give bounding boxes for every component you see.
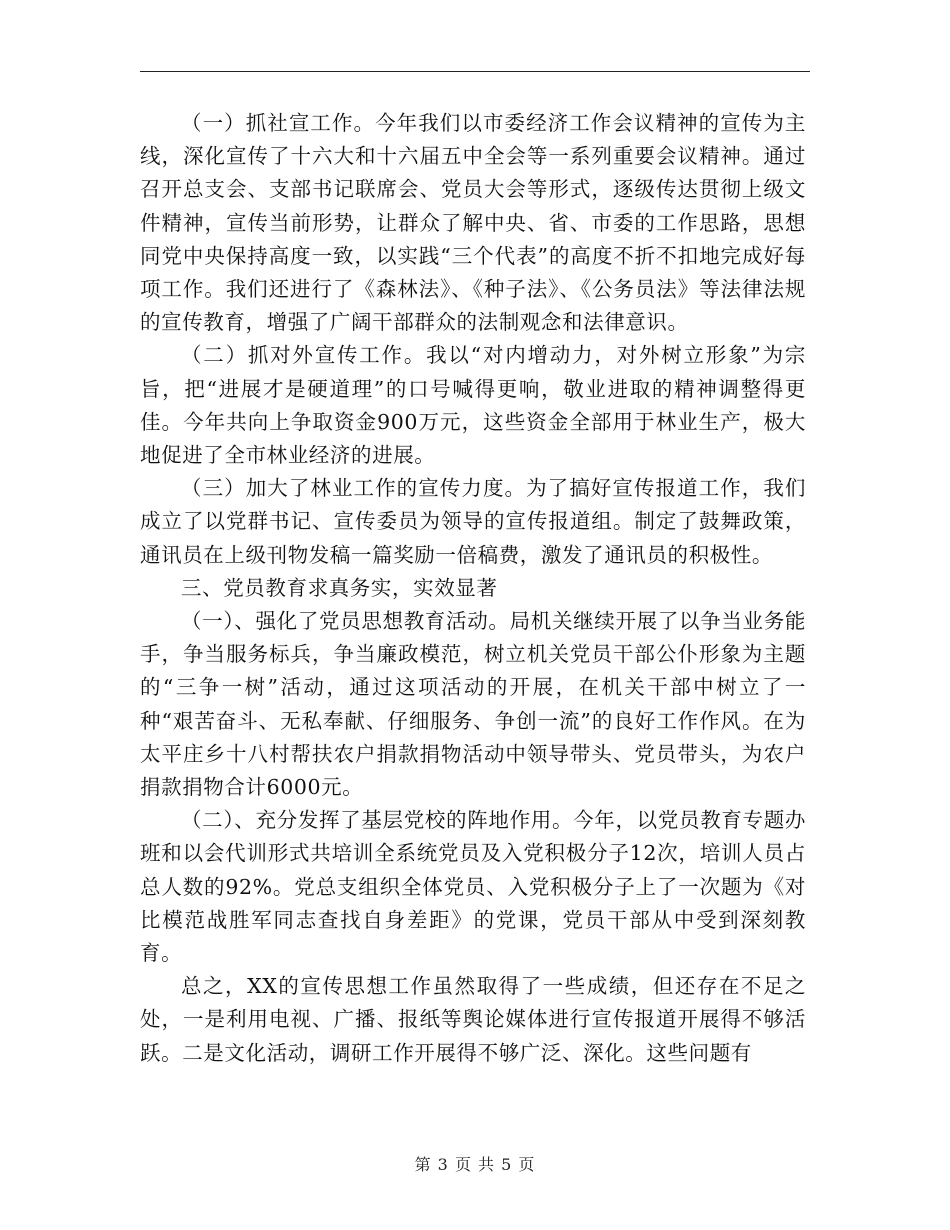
paragraph-summary: 总之，XX的宣传思想工作虽然取得了一些成绩，但还存在不足之处，一是利用电视、广播、报纸等舆论媒体进行宣传报道开展得不够活跃。二是文化活动，调研工作开展得不够广泛、深化。这些问题有	[140, 974, 806, 1065]
paragraph-ideological-education: （一）、强化了党员思想教育活动。局机关继续开展了以争当业务能手，争当服务标兵，争当廉政模范，树立机关党员干部公仆形象为主题的“三争一树”活动，通过这项活动的开展，在机关干部中树立了一种“艰苦奋斗、无私奉献、仔细服务、争创一流”的良好工作作风。在为太平庄乡十八村帮扶农户捐款捐物活动中领导带头、党员带头，为农户捐款捐物合计6000元。	[140, 609, 806, 800]
paragraph-forestry-publicity: （三）加大了林业工作的宣传力度。为了搞好宣传报道工作，我们成立了以党群书记、宣传委员为领导的宣传报道组。制定了鼓舞政策，通讯员在上级刊物发稿一篇奖励一倍稿费，激发了通讯员的积极性。	[140, 476, 806, 567]
paragraph-social-publicity: （一）抓社宣工作。今年我们以市委经济工作会议精神的宣传为主线，深化宣传了十六大和十六届五中全会等一系列重要会议精神。通过召开总支会、支部书记联席会、党员大会等形式，逐级传达贯彻上级文件精神，宣传当前形势，让群众了解中央、省、市委的工作思路，思想同党中央保持高度一致，以实践“三个代表”的高度不折不扣地完成好每项工作。我们还进行了《森林法》、《种子法》、《公务员法》等法律法规的宣传教育，增强了广阔干部群众的法制观念和法律意识。	[140, 111, 806, 335]
section-heading-party-education: 三、党员教育求真务实，实效显著	[181, 575, 498, 600]
paragraph-external-publicity: （二）抓对外宣传工作。我以“对内增动力，对外树立形象”为宗旨，把“进展才是硬道理”的口号喊得更响，敬业进取的精神调整得更佳。今年共向上争取资金900万元，这些资金全部用于林业生产，极大地促进了全市林业经济的进展。	[140, 343, 806, 468]
paragraph-party-school: （二）、充分发挥了基层党校的阵地作用。今年，以党员教育专题办班和以会代训形式共培训全系统党员及入党积极分子12次，培训人员占总人数的92%。党总支组织全体党员、入党积极分子上了一次题为《对比模范战胜军同志查找自身差距》的党课，党员干部从中受到深刻教育。	[140, 808, 806, 966]
document-body	[140, 107, 806, 1070]
page-number-footer: 第 3 页 共 5 页	[414, 1155, 536, 1174]
header-rule	[140, 71, 810, 72]
